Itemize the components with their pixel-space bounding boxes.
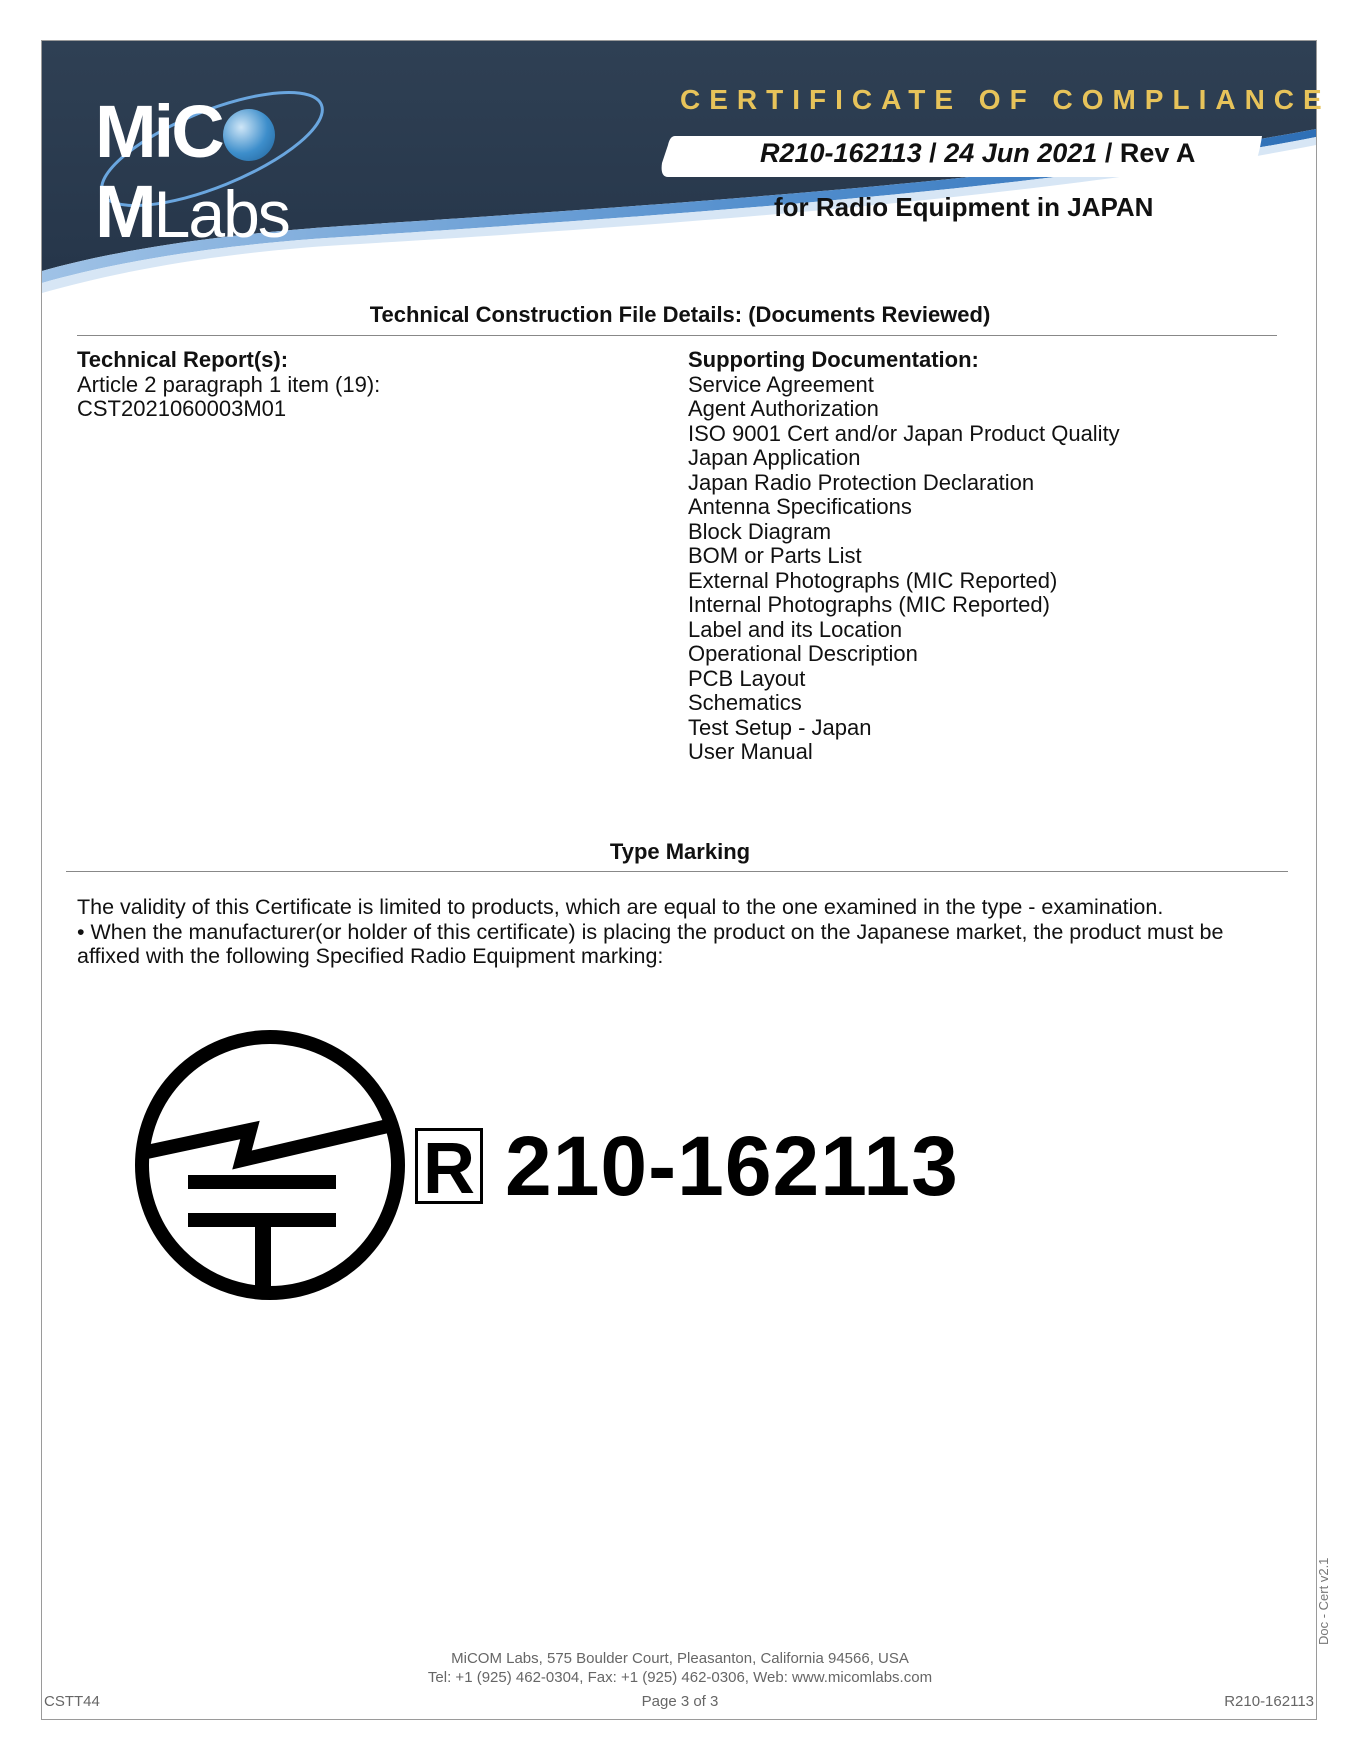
- supporting-doc-item: Japan Radio Protection Declaration: [688, 469, 1035, 495]
- supporting-doc-item: BOM or Parts List: [688, 543, 862, 568]
- company-logo: MiCMLabs: [95, 90, 289, 253]
- registration-r-icon: R: [415, 1128, 483, 1204]
- separator: /: [929, 138, 937, 168]
- section-divider: [77, 335, 1277, 336]
- marking-code: 210-162113: [505, 1119, 959, 1213]
- supporting-doc-item: Service Agreement: [688, 371, 874, 397]
- supporting-doc-item: Label and its Location: [688, 616, 903, 642]
- supporting-doc-item: Test Setup - Japan: [688, 714, 872, 740]
- supporting-doc-item: ISO 9001 Cert and/or Japan Product Quality: [688, 420, 1120, 446]
- technical-reports: [77, 348, 637, 422]
- document-version: Doc - Cert v2.1: [1316, 1557, 1331, 1645]
- separator: /: [1104, 138, 1113, 168]
- giteki-mark-icon: [130, 1025, 420, 1305]
- technical-report-line: Article 2 paragraph 1 item (19):: [77, 371, 381, 397]
- supporting-doc-item: External Photographs (MIC Reported): [688, 567, 1058, 593]
- section-divider: [66, 871, 1288, 872]
- footer-form-code: CSTT44: [44, 1693, 100, 1710]
- supporting-doc-item: User Manual: [688, 739, 813, 764]
- footer-contact: Tel: +1 (925) 462-0304, Fax: +1 (925) 462-0306, Web: www.micomlabs.com: [427, 1669, 933, 1686]
- supporting-doc-item: Operational Description: [688, 641, 918, 666]
- supporting-documentation: [688, 348, 1278, 765]
- certificate-title: CERTIFICATE OF COMPLIANCE: [680, 84, 1331, 115]
- supporting-doc-item: Antenna Specifications: [688, 494, 912, 519]
- certificate-subtitle: for Radio Equipment in JAPAN: [774, 192, 1154, 222]
- supporting-documentation-heading: Supporting Documentation:: [688, 347, 979, 372]
- type-marking-title: Type Marking: [609, 839, 751, 864]
- footer-certificate-code: R210-162113: [1224, 1693, 1314, 1710]
- type-marking-text: [77, 895, 1277, 969]
- supporting-doc-item: Japan Application: [688, 445, 861, 470]
- certificate-revision: Rev A: [1119, 138, 1196, 168]
- certificate-date: 24 Jun 2021: [944, 138, 1098, 168]
- supporting-doc-item: Agent Authorization: [688, 396, 879, 421]
- tcf-section-title: Technical Construction File Details: (Documents Reviewed): [369, 302, 991, 327]
- supporting-doc-item: Schematics: [688, 690, 802, 715]
- page-number: Page 3 of 3: [641, 1693, 719, 1710]
- technical-reports-heading: Technical Report(s):: [77, 347, 289, 372]
- technical-report-line: CST2021060003M01: [77, 396, 287, 421]
- certificate-number-line: [760, 138, 1195, 169]
- supporting-doc-item: Block Diagram: [688, 518, 832, 544]
- certificate-number: R210-162113: [760, 138, 922, 168]
- validity-statement: The validity of this Certificate is limited to products, which are equal to the one examined in the type - examination.: [77, 895, 1164, 919]
- globe-icon: [223, 109, 275, 161]
- footer-address: MiCOM Labs, 575 Boulder Court, Pleasanton, California 94566, USA: [451, 1650, 909, 1667]
- supporting-doc-item: PCB Layout: [688, 665, 806, 691]
- marking-requirement: • When the manufacturer(or holder of this certificate) is placing the product on the Japanese market, the product must be affixed with the following Specified Radio Equipment marking:: [77, 919, 1224, 968]
- supporting-doc-item: Internal Photographs (MIC Reported): [688, 592, 1050, 617]
